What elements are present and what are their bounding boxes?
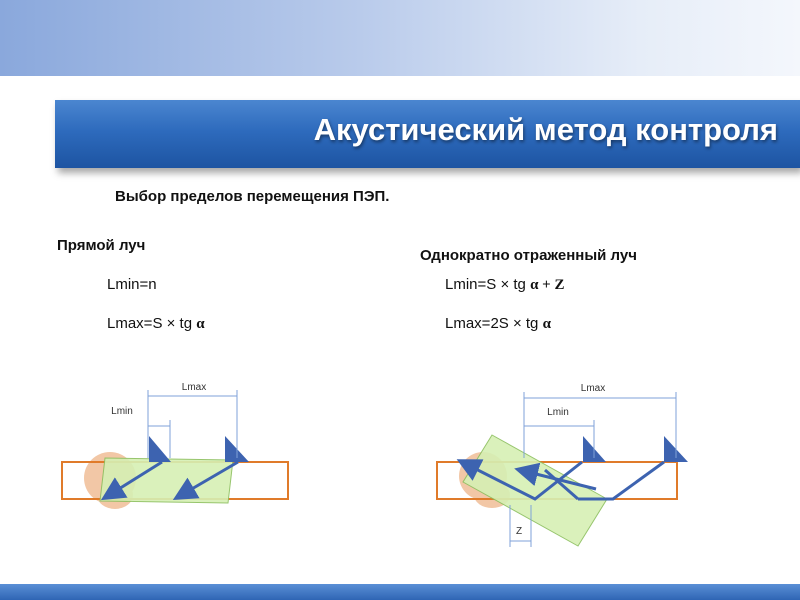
beam-zone [100, 458, 233, 503]
slide-title: Акустический метод контроля [313, 112, 778, 147]
slide-subtitle: Выбор пределов перемещения ПЭП. [115, 188, 390, 205]
z-label: Z [515, 526, 523, 537]
formula-text: Lmin=S × tg [445, 276, 531, 293]
direct-beam-diagram [62, 382, 288, 509]
formula-text: Lmax=S × tg [107, 315, 197, 332]
alpha-symbol: α [542, 316, 551, 332]
alpha-plus-z-symbol: α + Z [530, 277, 565, 293]
lmin-label: Lmin [111, 406, 133, 417]
lmin-label: Lmin [547, 407, 569, 418]
reflected-beam-heading: Однократно отраженный луч [420, 247, 637, 264]
direct-lmin-formula: Lmin=n [107, 276, 157, 293]
reflected-beam-diagram [437, 383, 688, 547]
footer-bar [0, 584, 800, 600]
alpha-symbol: α [196, 316, 205, 332]
direct-beam-heading: Прямой луч [57, 237, 146, 254]
formula-text: Lmax=2S × tg [445, 315, 543, 332]
lmax-label: Lmax [181, 382, 207, 393]
lmax-label: Lmax [580, 383, 606, 394]
transducer-triangle [149, 436, 171, 462]
